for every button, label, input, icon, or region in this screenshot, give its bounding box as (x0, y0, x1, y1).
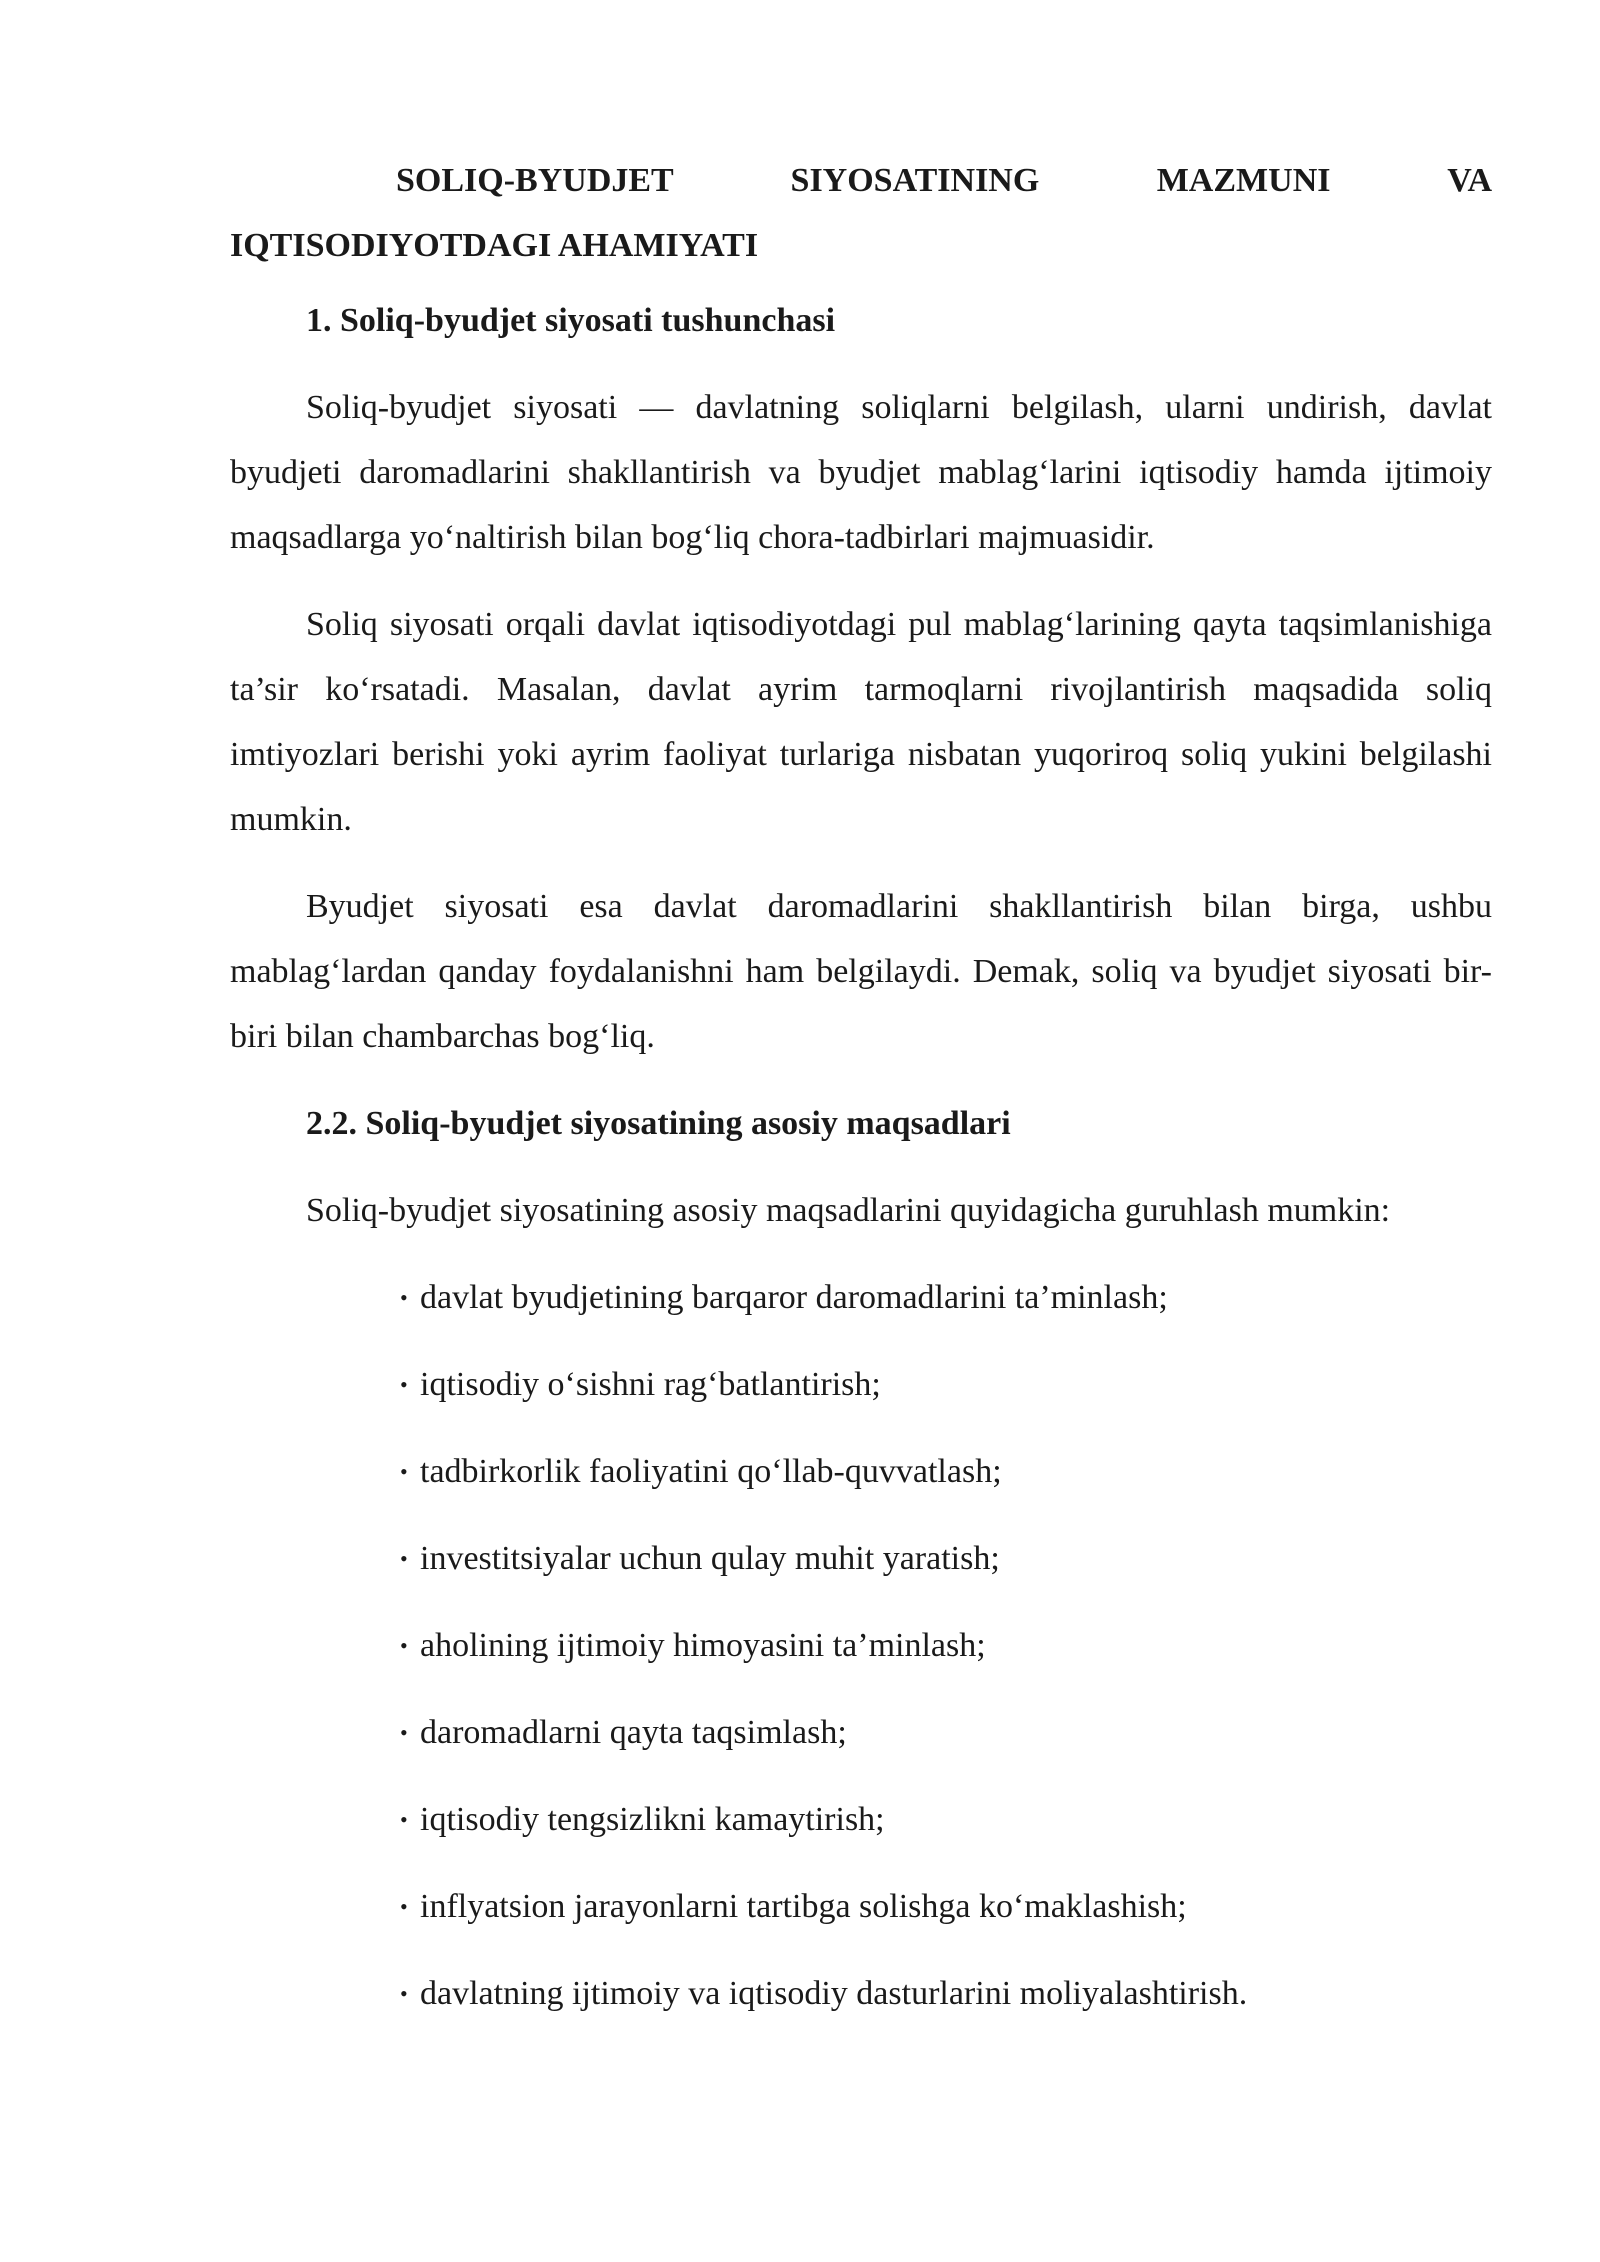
title-line-2: IQTISODIYOTDAGI AHAMIYATI (230, 227, 759, 264)
list-item (400, 1526, 1492, 1591)
bullet-icon: • (400, 1459, 408, 1484)
list-item-text: tadbirkorlik faoliyatini qo‘llab-quvvatlash; (420, 1453, 1002, 1490)
bullet-icon: • (400, 1372, 408, 1397)
document-page (230, 148, 1492, 2048)
list-item (400, 1874, 1492, 1939)
document-title (230, 148, 1492, 278)
list-item (400, 1961, 1492, 2026)
paragraph-3: Byudjet siyosati esa davlat daromadlarini shakllantirish bilan birga, ushbu mablag‘lardan qanday foydalanishni ham belgilaydi. Demak, soliq va byudjet siyosati bir-biri bilan chambarchas bog‘liq. (230, 888, 1492, 1055)
section-2-intro: Soliq-byudjet siyosatining asosiy maqsadlarini quyidagicha guruhlash mumkin: (306, 1192, 1391, 1229)
bullet-icon: • (400, 1633, 408, 1658)
list-item (400, 1700, 1492, 1765)
bullet-icon: • (400, 1285, 408, 1310)
list-item-text: davlat byudjetining barqaror daromadlarini ta’minlash; (420, 1279, 1168, 1316)
bullet-icon: • (400, 1807, 408, 1832)
bullet-icon: • (400, 1720, 408, 1745)
list-item-text: investitsiyalar uchun qulay muhit yaratish; (420, 1540, 1000, 1577)
paragraph-2: Soliq siyosati orqali davlat iqtisodiyotdagi pul mablag‘larining qayta taqsimlanishiga ta’sir ko‘rsatadi. Masalan, davlat ayrim tarmoqlarni rivojlantirish maqsadida soliq imtiyozlari berishi yoki ayrim faoliyat turlariga nisbatan yuqoriroq soliq yukini belgilashi mumkin. (230, 606, 1492, 838)
section-1-heading: 1. Soliq-byudjet siyosati tushunchasi (306, 302, 836, 339)
bullet-icon: • (400, 1981, 408, 2006)
list-item (400, 1265, 1492, 1330)
paragraph-1: Soliq-byudjet siyosati — davlatning soliqlarni belgilash, ularni undirish, davlat byudjeti daromadlarini shakllantirish va byudjet mablag‘larini iqtisodiy hamda ijtimoiy maqsadlarga yo‘naltirish bilan bog‘liq chora-tadbirlari majmuasidir. (230, 389, 1492, 556)
section-2-heading: 2.2. Soliq-byudjet siyosatining asosiy maqsadlari (306, 1105, 1011, 1142)
list-item (400, 1613, 1492, 1678)
list-item (400, 1439, 1492, 1504)
bullet-icon: • (400, 1894, 408, 1919)
title-line-1: SOLIQ-BYUDJET SIYOSATINING MAZMUNI VA (396, 162, 1492, 199)
list-item-text: daromadlarni qayta taqsimlash; (420, 1714, 847, 1751)
list-item-text: aholining ijtimoiy himoyasini ta’minlash; (420, 1627, 986, 1664)
list-item-text: iqtisodiy tengsizlikni kamaytirish; (420, 1801, 885, 1838)
bullet-icon: • (400, 1546, 408, 1571)
list-item-text: inflyatsion jarayonlarni tartibga solishga ko‘maklashish; (420, 1888, 1187, 1925)
list-item-text: iqtisodiy o‘sishni rag‘batlantirish; (420, 1366, 881, 1403)
list-item-text: davlatning ijtimoiy va iqtisodiy dasturlarini moliyalashtirish. (420, 1975, 1248, 2012)
list-item (400, 1352, 1492, 1417)
list-item (400, 1787, 1492, 1852)
goals-list (230, 1265, 1492, 2026)
